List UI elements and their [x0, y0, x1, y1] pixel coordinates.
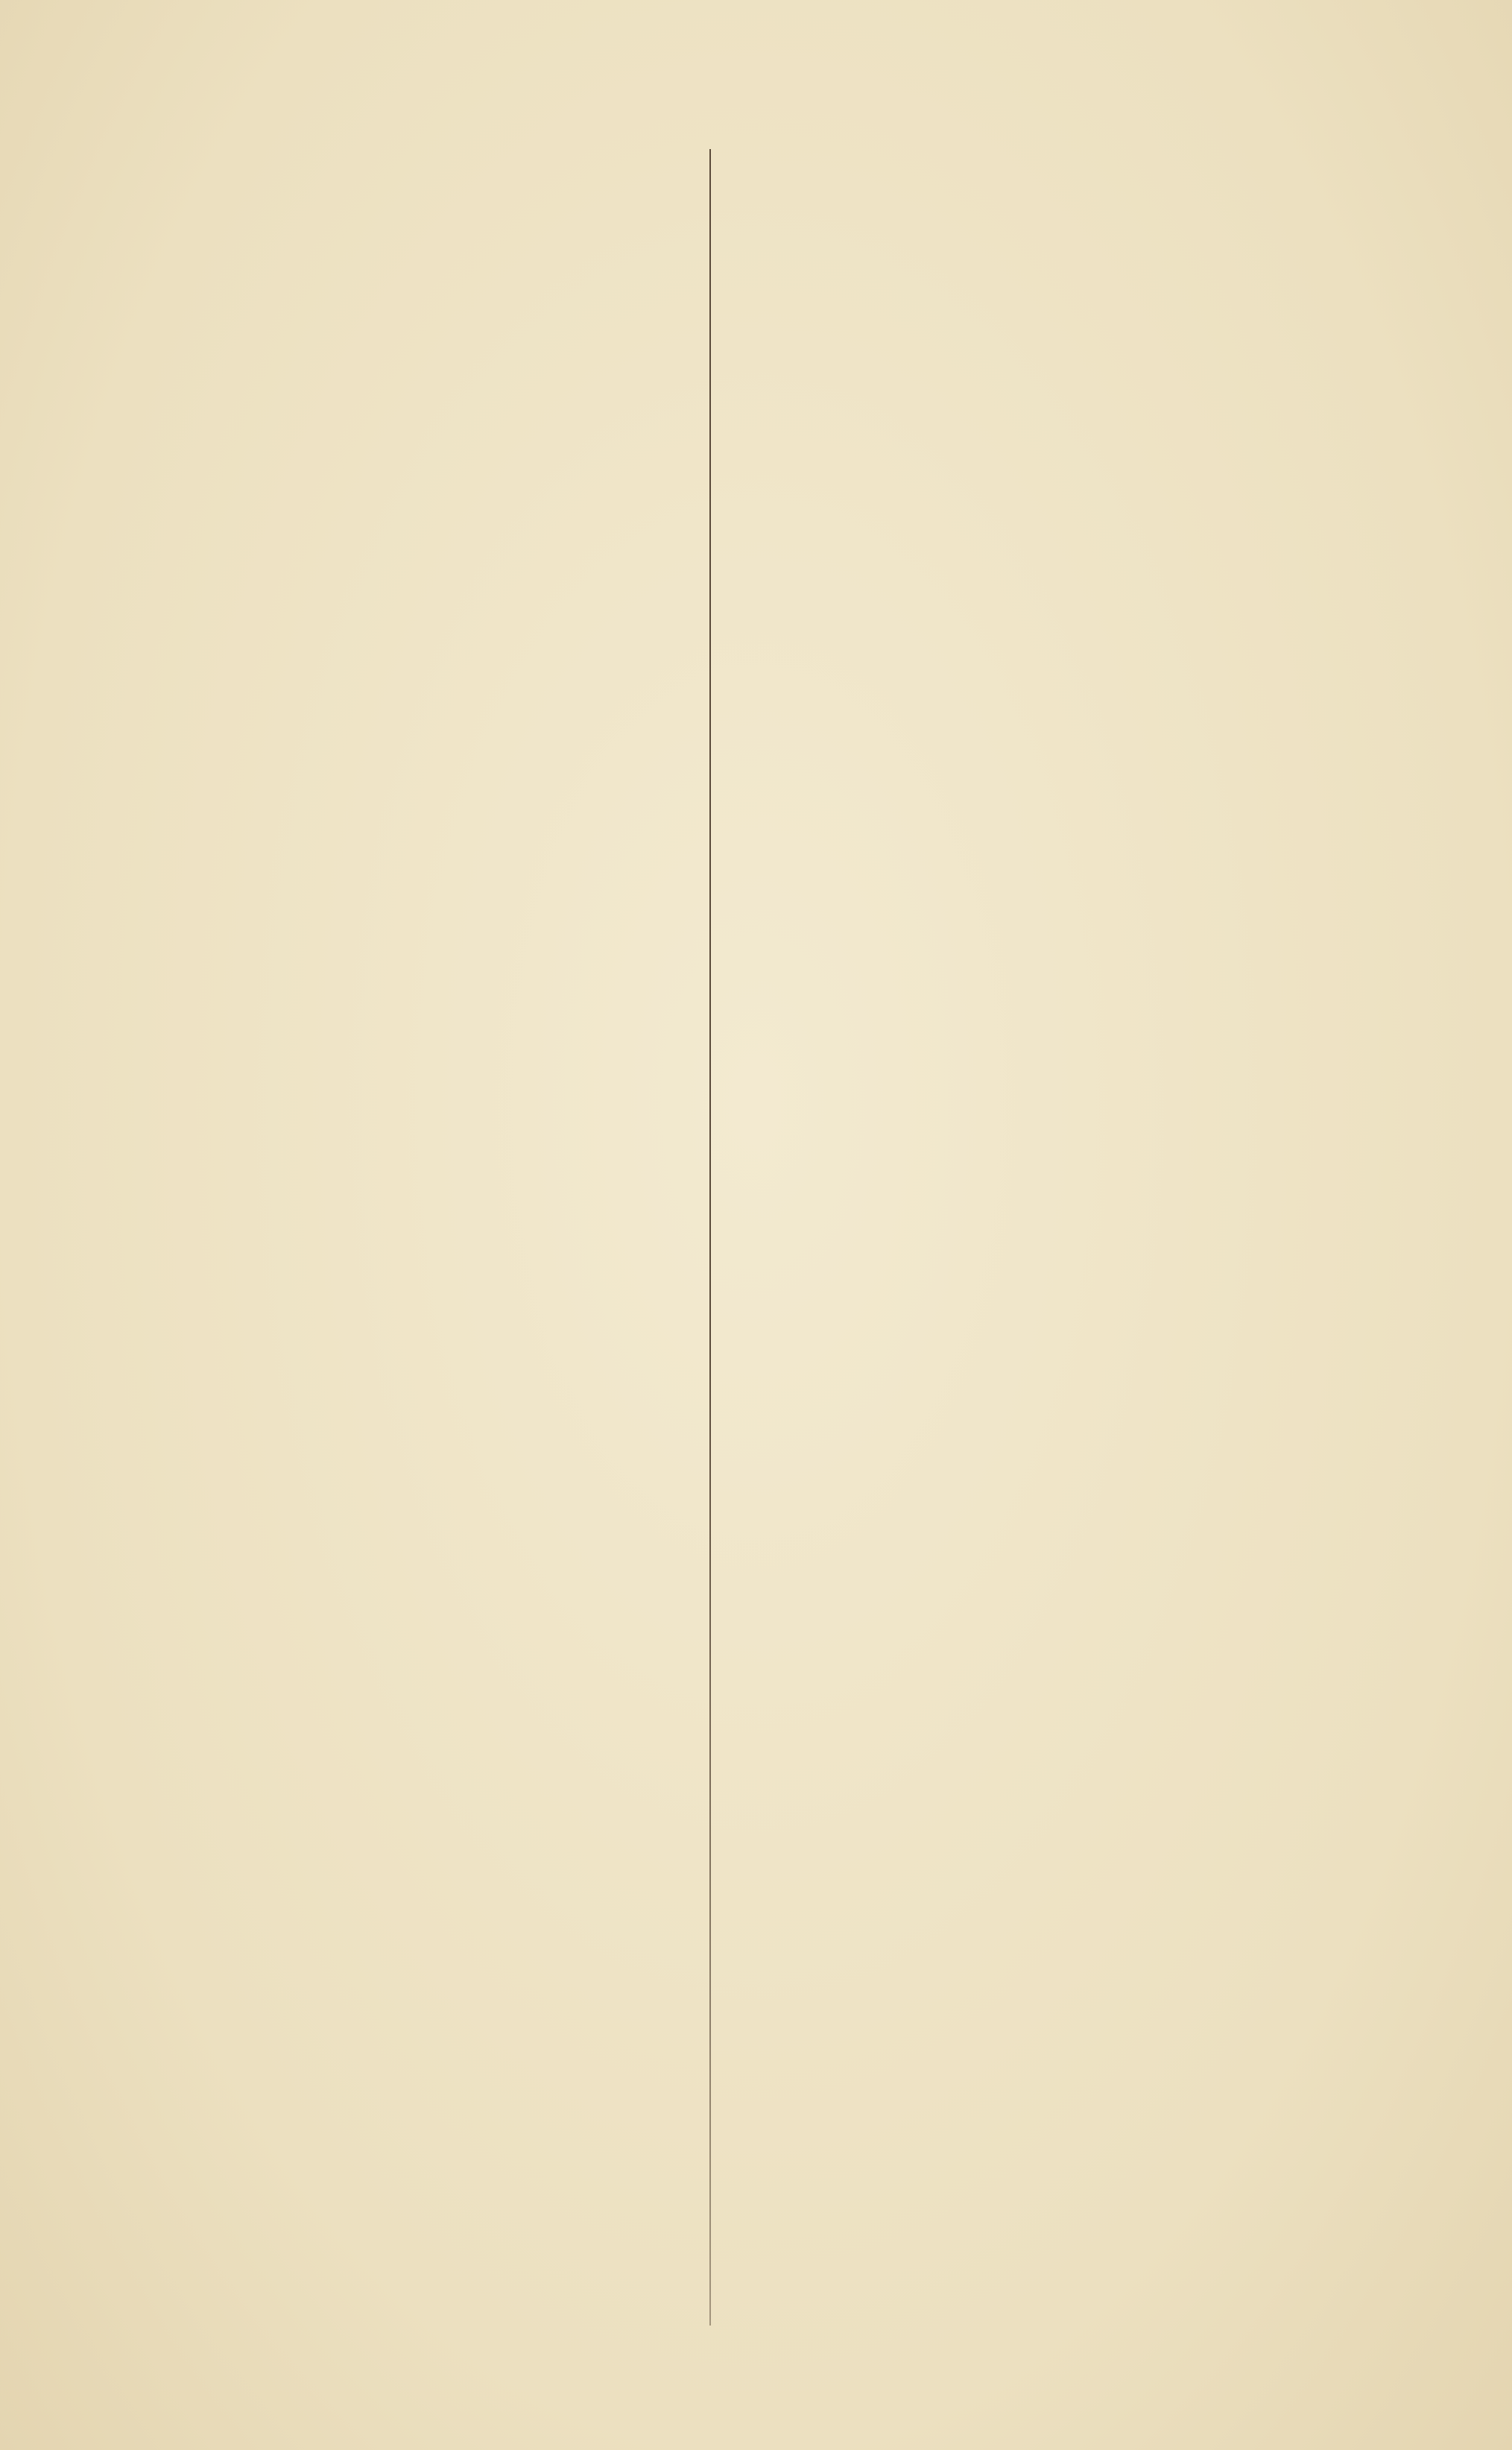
- column-divider: [709, 149, 711, 2326]
- running-header: [52, 46, 1364, 98]
